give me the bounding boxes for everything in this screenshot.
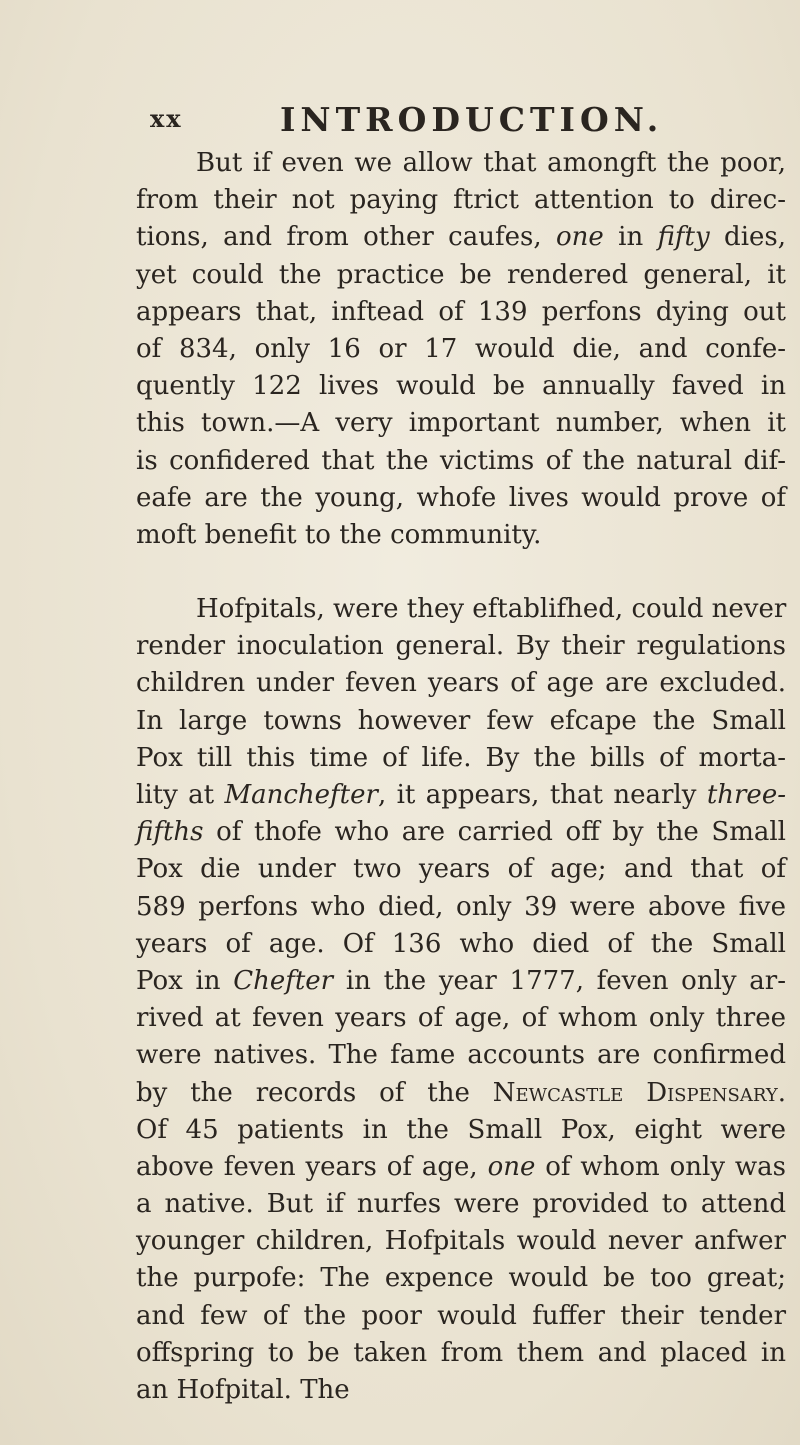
paragraph-gap: [136, 554, 786, 591]
text-line: by the records of the Newcastle Dispensary.: [136, 1077, 786, 1108]
text-line: appears that, inftead of 139 perfons dying out: [136, 296, 786, 327]
text-line: Pox in Chefter in the year 1777, feven only ar-: [136, 965, 786, 996]
body-text: [136, 145, 786, 1409]
text-line: offspring to be taken from them and placed in: [136, 1337, 786, 1368]
text-line: yet could the practice be rendered general, it: [136, 259, 786, 290]
text-line: lity at Manchefter, it appears, that nearly three-: [136, 780, 786, 810]
text-line: render inoculation general. By their regulations: [136, 631, 786, 662]
page-number: xx: [150, 104, 183, 133]
text-line: moft benefit to the community.: [136, 519, 542, 550]
paragraph-2: [136, 591, 786, 1372]
text-line: years of age. Of 136 who died of the Small: [136, 928, 786, 959]
text-line: quently 122 lives would be annually faved in: [136, 371, 786, 402]
text-line: 589 perfons who died, only 39 were above five: [136, 891, 786, 922]
text-line: the purpofe: The expence would be too great;: [136, 1263, 786, 1294]
text-line: this town.—A very important number, when it: [136, 408, 786, 439]
text-line: Of 45 patients in the Small Pox, eight were: [136, 1114, 786, 1145]
running-head: INTRODUCTION.: [280, 100, 664, 139]
paragraph-1: [136, 145, 786, 554]
text-line: younger children, Hofpitals would never anfwer: [136, 1226, 786, 1257]
text-line: from their not paying ftrict attention to direc-: [136, 185, 786, 216]
text-line: were natives. The fame accounts are confirmed: [136, 1040, 786, 1071]
text-line: In large towns however few efcape the Small: [136, 705, 786, 736]
text-line: tions, and from other caufes, one in fifty dies,: [136, 222, 787, 253]
text-line: is confidered that the victims of the natural dif-: [136, 445, 786, 476]
text-line: But if even we allow that amongft the poor,: [196, 148, 786, 178]
page-header: [150, 100, 790, 140]
text-line: of 834, only 16 or 17 would die, and confe-: [136, 333, 786, 364]
text-line: and few of the poor would fuffer their tender: [136, 1300, 786, 1331]
text-line: above feven years of age, one of whom only was: [136, 1151, 786, 1182]
text-line: Pox die under two years of age; and that of: [136, 854, 786, 885]
text-line: children under feven years of age are excluded.: [136, 668, 786, 699]
text-line: eafe are the young, whofe lives would prove of: [136, 482, 786, 513]
text-line: Pox till this time of life. By the bills of morta-: [136, 742, 786, 773]
text-line: a native. But if nurfes were provided to attend: [136, 1189, 786, 1220]
text-line: fifths of thofe who are carried off by the Small: [136, 817, 786, 848]
final-line: an Hofpital. The: [136, 1375, 350, 1405]
text-line: Hofpitals, were they eftablifhed, could never: [196, 594, 787, 625]
text-line: rived at feven years of age, of whom only three: [136, 1003, 786, 1034]
